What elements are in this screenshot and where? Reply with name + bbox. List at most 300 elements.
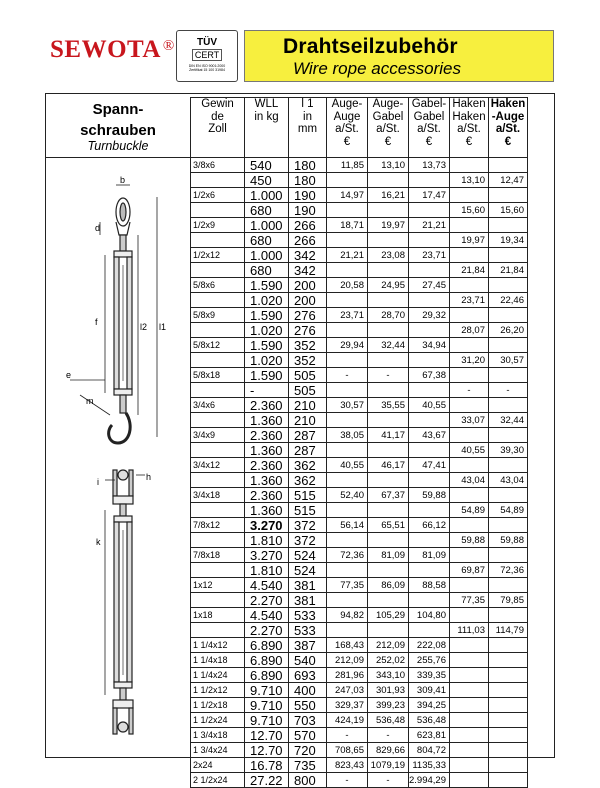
table-row: [191, 413, 528, 428]
cell-auge-gabel: 212,09: [368, 638, 409, 653]
cell-gewinde: 1/2x6: [191, 188, 245, 203]
cell-haken-haken: [449, 713, 488, 728]
cell-l1: 381: [289, 578, 327, 593]
cell-gabel-gabel: [409, 593, 450, 608]
cell-auge-gabel: [368, 473, 409, 488]
cell-wll: 450: [245, 173, 289, 188]
cell-l1: 515: [289, 488, 327, 503]
cell-auge-gabel: [368, 443, 409, 458]
registered-mark: ®: [162, 38, 175, 54]
cell-haken-haken: [449, 773, 488, 788]
cell-haken-auge: [488, 518, 527, 533]
table-row: [191, 668, 528, 683]
section-title: [46, 97, 190, 158]
table-row: [191, 353, 528, 368]
col-header-gewinde: Gewin de Zoll: [191, 98, 245, 158]
cell-auge-auge: 329,37: [327, 698, 368, 713]
table-row: [191, 623, 528, 638]
dim-label-h: h: [146, 472, 152, 482]
cell-gabel-gabel: 29,32: [409, 308, 450, 323]
cell-haken-haken: [449, 218, 488, 233]
cell-auge-auge: 94,82: [327, 608, 368, 623]
cell-gewinde: [191, 203, 245, 218]
dim-label-k: k: [96, 537, 101, 547]
cell-gabel-gabel: [409, 233, 450, 248]
cell-haken-auge: 19,34: [488, 233, 527, 248]
cell-haken-haken: 33,07: [449, 413, 488, 428]
cell-gewinde: 7/8x18: [191, 548, 245, 563]
table-row: [191, 728, 528, 743]
cell-haken-haken: [449, 158, 488, 173]
cell-l1: 287: [289, 428, 327, 443]
cell-l1: 190: [289, 188, 327, 203]
cell-auge-auge: 77,35: [327, 578, 368, 593]
cell-auge-gabel: 81,09: [368, 548, 409, 563]
table-row: [191, 488, 528, 503]
cell-haken-haken: [449, 608, 488, 623]
cell-wll: 680: [245, 233, 289, 248]
dim-label-i: i: [97, 477, 99, 487]
cell-haken-auge: 32,44: [488, 413, 527, 428]
cell-auge-auge: 18,71: [327, 218, 368, 233]
table-row: [191, 293, 528, 308]
cell-haken-auge: [488, 248, 527, 263]
cell-gewinde: [191, 533, 245, 548]
cell-haken-haken: [449, 728, 488, 743]
cell-gewinde: [191, 503, 245, 518]
cell-auge-gabel: [368, 293, 409, 308]
cell-auge-gabel: 252,02: [368, 653, 409, 668]
table-row: [191, 473, 528, 488]
cell-haken-auge: 12,47: [488, 173, 527, 188]
dim-label-b: b: [120, 175, 126, 185]
cell-gabel-gabel: 88,58: [409, 578, 450, 593]
cell-gabel-gabel: 43,67: [409, 428, 450, 443]
cell-gabel-gabel: 34,94: [409, 338, 450, 353]
cell-gewinde: 1/2x9: [191, 218, 245, 233]
cert-standard: DIN EN ISO 9001:2000: [188, 64, 226, 68]
cell-gabel-gabel: 255,76: [409, 653, 450, 668]
table-row: [191, 218, 528, 233]
cell-haken-haken: [449, 638, 488, 653]
table-row: [191, 278, 528, 293]
cell-wll: 1.590: [245, 278, 289, 293]
cell-auge-gabel: 65,51: [368, 518, 409, 533]
cell-gabel-gabel: [409, 263, 450, 278]
cell-haken-auge: [488, 278, 527, 293]
cell-auge-auge: [327, 203, 368, 218]
cell-wll: 1.000: [245, 188, 289, 203]
col-header-haken-auge: Haken -Auge a/St. €: [488, 98, 527, 158]
cell-auge-auge: 281,96: [327, 668, 368, 683]
cell-haken-auge: [488, 158, 527, 173]
cell-gabel-gabel: [409, 563, 450, 578]
cell-gabel-gabel: 17,47: [409, 188, 450, 203]
title-english: Wire rope accessories: [293, 59, 462, 78]
cell-auge-gabel: [368, 233, 409, 248]
cell-haken-haken: [449, 518, 488, 533]
cell-gewinde: 7/8x12: [191, 518, 245, 533]
cell-gewinde: [191, 323, 245, 338]
cell-gabel-gabel: [409, 473, 450, 488]
table-row: [191, 638, 528, 653]
sewota-logo: [50, 30, 175, 70]
cell-auge-auge: -: [327, 728, 368, 743]
cell-l1: 505: [289, 383, 327, 398]
table-row: [191, 233, 528, 248]
cell-auge-auge: [327, 473, 368, 488]
cell-gabel-gabel: 623,81: [409, 728, 450, 743]
cell-wll: 1.590: [245, 368, 289, 383]
cell-wll: 540: [245, 158, 289, 173]
cell-l1: 266: [289, 233, 327, 248]
section-title-line2: schrauben: [80, 122, 156, 139]
cell-auge-auge: 29,94: [327, 338, 368, 353]
cell-haken-auge: [488, 743, 527, 758]
cell-auge-gabel: -: [368, 368, 409, 383]
cell-gewinde: [191, 353, 245, 368]
cell-gewinde: 2x24: [191, 758, 245, 773]
table-row: [191, 503, 528, 518]
cell-l1: 342: [289, 263, 327, 278]
table-row: [191, 308, 528, 323]
cell-gewinde: 1 1/2x12: [191, 683, 245, 698]
cell-gabel-gabel: [409, 623, 450, 638]
cell-auge-gabel: [368, 203, 409, 218]
table-row: [191, 773, 528, 788]
cell-auge-auge: [327, 263, 368, 278]
cell-l1: 524: [289, 563, 327, 578]
cell-haken-auge: [488, 398, 527, 413]
cell-haken-auge: 30,57: [488, 353, 527, 368]
cell-gewinde: [191, 293, 245, 308]
cell-auge-gabel: 829,66: [368, 743, 409, 758]
cell-auge-gabel: [368, 173, 409, 188]
cell-wll: 1.020: [245, 353, 289, 368]
cell-gewinde: 1 1/4x24: [191, 668, 245, 683]
cell-auge-gabel: [368, 623, 409, 638]
cell-l1: 387: [289, 638, 327, 653]
table-row: [191, 548, 528, 563]
cert-label: CERT: [192, 49, 222, 61]
cell-l1: 372: [289, 533, 327, 548]
cell-gabel-gabel: [409, 503, 450, 518]
cell-haken-haken: 28,07: [449, 323, 488, 338]
cell-wll: 2.360: [245, 488, 289, 503]
cell-auge-gabel: 28,70: [368, 308, 409, 323]
cell-auge-gabel: [368, 533, 409, 548]
cell-l1: 550: [289, 698, 327, 713]
cell-haken-auge: [488, 683, 527, 698]
cell-haken-haken: [449, 683, 488, 698]
cell-wll: 1.000: [245, 218, 289, 233]
cell-l1: 372: [289, 518, 327, 533]
cell-l1: 524: [289, 548, 327, 563]
cell-gewinde: 5/8x9: [191, 308, 245, 323]
cell-gewinde: 2 1/2x24: [191, 773, 245, 788]
cell-haken-auge: [488, 368, 527, 383]
cell-wll: 2.360: [245, 428, 289, 443]
cell-gabel-gabel: 536,48: [409, 713, 450, 728]
cell-auge-gabel: [368, 503, 409, 518]
cell-wll: 680: [245, 203, 289, 218]
cell-auge-auge: [327, 593, 368, 608]
cell-l1: 200: [289, 293, 327, 308]
table-row: [191, 158, 528, 173]
table-body: [191, 158, 528, 788]
dim-label-l2: l2: [140, 322, 148, 332]
cell-haken-haken: 15,60: [449, 203, 488, 218]
cell-gewinde: 3/4x6: [191, 398, 245, 413]
cert-number: Zertifikat 15 100 31984: [189, 68, 225, 72]
table-row: [191, 518, 528, 533]
cell-l1: 180: [289, 158, 327, 173]
cell-gabel-gabel: 394,25: [409, 698, 450, 713]
table-row: [191, 173, 528, 188]
cell-wll: 27.22: [245, 773, 289, 788]
cell-auge-gabel: 19,97: [368, 218, 409, 233]
dim-label-f: f: [95, 317, 98, 327]
dim-label-l1: l1: [159, 322, 167, 332]
cell-haken-auge: -: [488, 383, 527, 398]
cell-haken-auge: [488, 458, 527, 473]
cell-auge-auge: [327, 563, 368, 578]
cell-haken-haken: 19,97: [449, 233, 488, 248]
table-row: [191, 398, 528, 413]
cell-auge-auge: [327, 413, 368, 428]
cell-gabel-gabel: 13,73: [409, 158, 450, 173]
table-row: [191, 698, 528, 713]
cell-auge-auge: 38,05: [327, 428, 368, 443]
jaw-jaw-turnbuckle-drawing: [105, 470, 145, 734]
cell-gabel-gabel: 104,80: [409, 608, 450, 623]
cell-wll: 1.590: [245, 338, 289, 353]
table-row: [191, 563, 528, 578]
cell-haken-haken: [449, 578, 488, 593]
cell-wll: 2.360: [245, 458, 289, 473]
cell-auge-auge: [327, 503, 368, 518]
cell-gabel-gabel: [409, 533, 450, 548]
cell-haken-haken: [449, 368, 488, 383]
col-header-gabel-gabel: Gabel- Gabel a/St. €: [409, 98, 450, 158]
cell-gewinde: 3/8x6: [191, 158, 245, 173]
cell-gewinde: 1x12: [191, 578, 245, 593]
cell-auge-auge: 52,40: [327, 488, 368, 503]
table-row: [191, 533, 528, 548]
cell-wll: 1.360: [245, 503, 289, 518]
table-row: [191, 758, 528, 773]
cell-auge-gabel: 23,08: [368, 248, 409, 263]
cell-haken-auge: [488, 698, 527, 713]
cell-gewinde: 1 1/2x24: [191, 713, 245, 728]
cell-haken-auge: [488, 578, 527, 593]
cell-gabel-gabel: 1135,33: [409, 758, 450, 773]
cell-auge-gabel: 343,10: [368, 668, 409, 683]
cell-haken-auge: 43,04: [488, 473, 527, 488]
cell-gewinde: 1 3/4x18: [191, 728, 245, 743]
cell-auge-auge: 56,14: [327, 518, 368, 533]
dim-label-m: m: [86, 396, 94, 406]
table-row: [191, 593, 528, 608]
cell-auge-auge: 708,65: [327, 743, 368, 758]
cell-haken-auge: 114,79: [488, 623, 527, 638]
cell-wll: 1.810: [245, 533, 289, 548]
cell-haken-haken: -: [449, 383, 488, 398]
cell-haken-auge: [488, 548, 527, 563]
cell-l1: 533: [289, 623, 327, 638]
cell-auge-auge: [327, 623, 368, 638]
cell-auge-gabel: 105,29: [368, 608, 409, 623]
table-row: [191, 608, 528, 623]
cell-haken-auge: [488, 653, 527, 668]
tuv-label: TÜV: [197, 37, 217, 48]
cell-haken-auge: [488, 218, 527, 233]
cell-haken-auge: 72,36: [488, 563, 527, 578]
table-row: [191, 368, 528, 383]
cell-auge-gabel: 13,10: [368, 158, 409, 173]
cell-gewinde: 1 3/4x24: [191, 743, 245, 758]
cell-l1: 735: [289, 758, 327, 773]
cell-wll: 1.020: [245, 293, 289, 308]
cell-gabel-gabel: 47,41: [409, 458, 450, 473]
cell-haken-haken: 69,87: [449, 563, 488, 578]
brand-name: SEWOTA: [50, 36, 161, 63]
table-row: [191, 743, 528, 758]
cell-l1: 381: [289, 593, 327, 608]
cell-haken-haken: [449, 758, 488, 773]
cell-auge-auge: 212,09: [327, 653, 368, 668]
cell-auge-auge: 21,21: [327, 248, 368, 263]
cell-auge-auge: 14,97: [327, 188, 368, 203]
cell-auge-gabel: [368, 263, 409, 278]
cell-haken-auge: [488, 308, 527, 323]
col-header-wll: WLL in kg: [245, 98, 289, 158]
cell-l1: 287: [289, 443, 327, 458]
cell-haken-haken: [449, 428, 488, 443]
cell-wll: -: [245, 383, 289, 398]
table-row: [191, 578, 528, 593]
cell-auge-gabel: 24,95: [368, 278, 409, 293]
cell-haken-auge: [488, 428, 527, 443]
cell-haken-haken: 31,20: [449, 353, 488, 368]
dim-label-e: e: [66, 370, 72, 380]
cell-auge-auge: 23,71: [327, 308, 368, 323]
cell-auge-auge: [327, 173, 368, 188]
cell-wll: 9.710: [245, 713, 289, 728]
cell-l1: 352: [289, 353, 327, 368]
cell-haken-auge: [488, 758, 527, 773]
cell-haken-auge: 26,20: [488, 323, 527, 338]
cell-gabel-gabel: [409, 203, 450, 218]
col-header-auge-auge: Auge- Auge a/St. €: [327, 98, 368, 158]
cell-haken-auge: [488, 188, 527, 203]
cell-wll: 2.270: [245, 623, 289, 638]
cell-gewinde: [191, 623, 245, 638]
cell-haken-auge: 54,89: [488, 503, 527, 518]
cell-haken-haken: [449, 308, 488, 323]
title-banner: [244, 30, 554, 82]
cell-auge-gabel: 1079,19: [368, 758, 409, 773]
cell-gewinde: 3/4x12: [191, 458, 245, 473]
cell-gewinde: [191, 413, 245, 428]
cell-haken-auge: 22,46: [488, 293, 527, 308]
cell-auge-gabel: [368, 383, 409, 398]
cell-gabel-gabel: [409, 413, 450, 428]
cell-auge-auge: -: [327, 773, 368, 788]
cell-wll: 1.590: [245, 308, 289, 323]
cell-l1: 703: [289, 713, 327, 728]
dim-label-d: d: [95, 223, 101, 233]
cell-wll: 4.540: [245, 608, 289, 623]
cell-l1: 800: [289, 773, 327, 788]
title-german: Drahtseilzubehör: [283, 35, 458, 58]
cell-auge-auge: [327, 443, 368, 458]
cell-auge-auge: [327, 533, 368, 548]
cell-gabel-gabel: [409, 443, 450, 458]
cell-gabel-gabel: [409, 383, 450, 398]
cell-l1: 533: [289, 608, 327, 623]
table-row: [191, 263, 528, 278]
cell-auge-auge: 424,19: [327, 713, 368, 728]
cell-haken-haken: 59,88: [449, 533, 488, 548]
cell-haken-haken: [449, 668, 488, 683]
cell-auge-auge: 40,55: [327, 458, 368, 473]
cell-l1: 342: [289, 248, 327, 263]
cell-auge-gabel: 86,09: [368, 578, 409, 593]
cell-haken-auge: 79,85: [488, 593, 527, 608]
cell-l1: 276: [289, 323, 327, 338]
cell-auge-auge: [327, 233, 368, 248]
cell-haken-haken: 13,10: [449, 173, 488, 188]
table-row: [191, 443, 528, 458]
cell-haken-haken: [449, 698, 488, 713]
cell-haken-haken: 21,84: [449, 263, 488, 278]
cell-wll: 1.360: [245, 443, 289, 458]
cell-haken-auge: [488, 488, 527, 503]
col-header-l1: l 1 in mm: [289, 98, 327, 158]
cell-wll: 1.810: [245, 563, 289, 578]
cell-gewinde: 3/4x9: [191, 428, 245, 443]
cell-gewinde: [191, 233, 245, 248]
cell-gabel-gabel: 40,55: [409, 398, 450, 413]
cell-gabel-gabel: [409, 293, 450, 308]
section-subtitle: Turnbuckle: [87, 139, 149, 153]
cell-haken-haken: [449, 338, 488, 353]
cell-haken-haken: [449, 278, 488, 293]
cell-auge-auge: [327, 323, 368, 338]
cell-gewinde: 1x18: [191, 608, 245, 623]
cell-haken-auge: 39,30: [488, 443, 527, 458]
cell-auge-gabel: 32,44: [368, 338, 409, 353]
cell-haken-haken: 111,03: [449, 623, 488, 638]
cell-auge-auge: 11,85: [327, 158, 368, 173]
col-header-auge-gabel: Auge- Gabel a/St. €: [368, 98, 409, 158]
cell-haken-haken: 40,55: [449, 443, 488, 458]
cell-haken-auge: 21,84: [488, 263, 527, 278]
table-row: [191, 713, 528, 728]
cell-haken-haken: [449, 743, 488, 758]
cell-gewinde: 3/4x18: [191, 488, 245, 503]
cell-wll: 1.020: [245, 323, 289, 338]
section-title-line1: Spann-: [92, 101, 144, 118]
cell-haken-haken: [449, 188, 488, 203]
cell-auge-gabel: 41,17: [368, 428, 409, 443]
cell-gewinde: 5/8x18: [191, 368, 245, 383]
table-row: [191, 428, 528, 443]
cell-haken-auge: [488, 668, 527, 683]
cell-wll: 1.360: [245, 473, 289, 488]
cell-gabel-gabel: 59,88: [409, 488, 450, 503]
